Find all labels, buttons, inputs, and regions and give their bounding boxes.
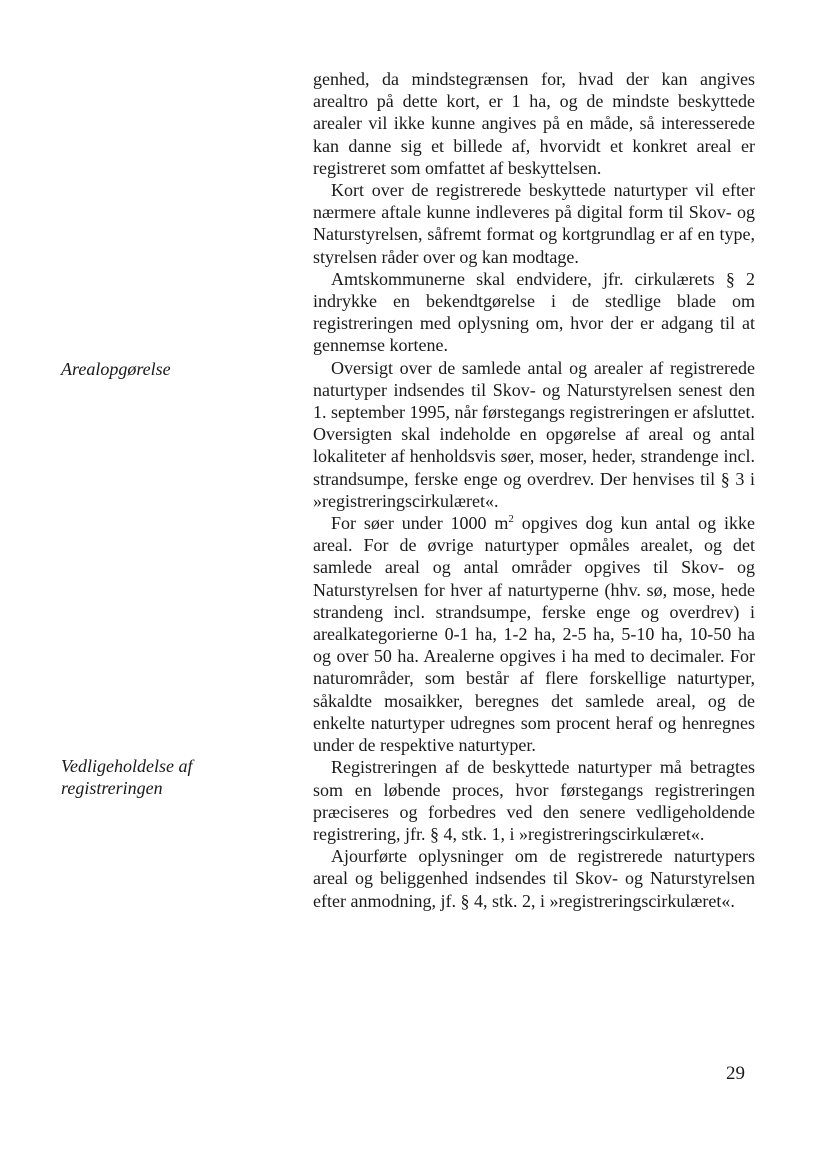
paragraph-5 — [313, 512, 755, 756]
superscript-2: 2 — [508, 513, 514, 526]
margin-heading-line-1: Vedligeholdelse af — [61, 756, 193, 776]
body-text-column — [313, 68, 755, 912]
margin-heading-text: Arealopgørelse — [61, 359, 171, 379]
paragraph-4: Oversigt over de samlede antal og arealer af registrerede naturtyper indsendes til Skov- og Naturstyrelsen senest den 1. september 1995, når førstegangs registreringen er afsluttet. Oversigten skal indeholde en opgørelse af areal og antal lokaliteter af henholdsvis søer, moser, heder, strandenge incl. strandsumpe, ferske enge og overdrev. Der henvises til § 3 i »registreringscirkulæret«. — [313, 357, 755, 511]
paragraph-3: Amtskommunerne skal endvidere, jfr. cirkulærets § 2 indrykke en bekendtgørelse i de stedlige blade om registreringen med oplysning om, hvor der er adgang til at gennemse kortene. — [313, 268, 755, 356]
margin-heading-vedligeholdelse — [61, 755, 261, 799]
paragraph-5-start: For søer under 1000 m — [331, 513, 509, 534]
paragraph-7: Ajourførte oplysninger om de registrerede naturtypers areal og beliggenhed indsendes til Skov- og Naturstyrelsen efter anmodning, jf. § 4, stk. 2, i »registreringscirkulæret«. — [313, 846, 755, 911]
margin-heading-line-2: registreringen — [61, 778, 163, 798]
page-number: 29 — [726, 1063, 745, 1084]
margin-heading-arealopgorelse — [61, 358, 261, 380]
paragraph-5-rest: opgives dog kun antal og ikke areal. For de øvrige naturtyper opmåles arealet, og det samlede areal og antal områder opgives til Skov- og Naturstyrelsen for hver af naturtyperne (hhv. sø, mose, hede strandeng incl. strandsumpe, ferske enge og overdrev) i arealkategorierne 0-1 ha, 1-2 ha, 2-5 ha, 5-10 ha, 10-50 ha og over 50 ha. Arealerne opgives i ha med to decimaler. For naturområder, som består af flere forskellige naturtyper, såkaldte mosaikker, beregnes det samlede areal, og de enkelte naturtyper udregnes som procent heraf og henregnes under de respektive naturtyper. — [313, 513, 756, 756]
paragraph-1: genhed, da mindstegrænsen for, hvad der kan angives arealtro på dette kort, er 1 ha, og de mindste beskyttede arealer vil ikke kunne angives på en måde, så interesserede kan danne sig et billede af, hvorvidt et konkret areal er registreret som omfattet af beskyttelsen. — [313, 69, 755, 178]
paragraph-2: Kort over de registrerede beskyttede naturtyper vil efter nærmere aftale kunne indleveres på digital form til Skov- og Naturstyrelsen, såfremt format og kortgrundlag er af en type, styrelsen råder over og kan modtage. — [313, 180, 755, 267]
paragraph-6: Registreringen af de beskyttede naturtyper må betragtes som en løbende proces, hvor førstegangs registreringen præciseres og forbedres ved den senere vedligeholdende registrering, jfr. § 4, stk. 1, i »registreringscirkulæret«. — [313, 757, 755, 844]
